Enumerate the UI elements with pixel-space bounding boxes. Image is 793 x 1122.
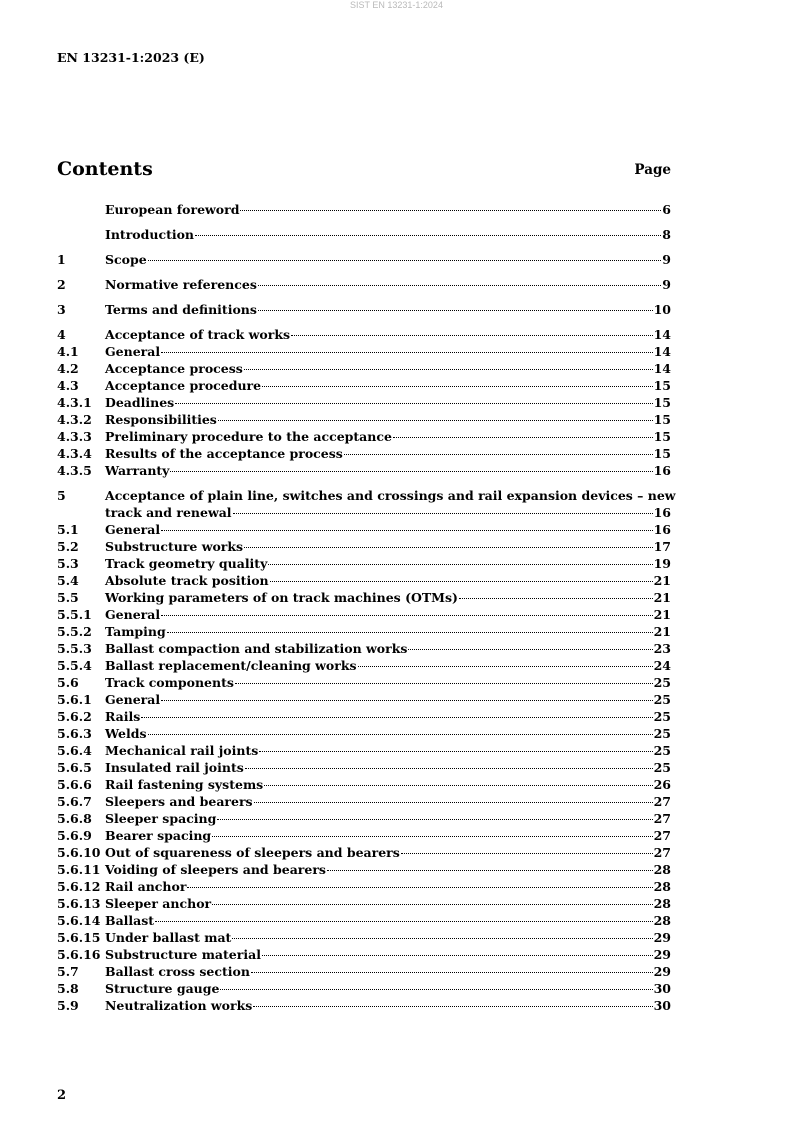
toc-entry-label: Rails bbox=[105, 709, 141, 724]
toc-entry[interactable] bbox=[57, 572, 671, 589]
toc-leader-dots bbox=[161, 700, 652, 701]
toc-entry-page: 25 bbox=[653, 692, 671, 707]
toc-entry[interactable] bbox=[57, 428, 671, 445]
toc-entry-number: 5.6.16 bbox=[57, 947, 101, 962]
toc-entry-label: Warranty bbox=[105, 463, 170, 478]
toc-leader-dots bbox=[212, 836, 652, 837]
toc-entry[interactable] bbox=[57, 487, 676, 504]
toc-entry-number: 5.6.7 bbox=[57, 794, 92, 809]
toc-entry-number: 1 bbox=[57, 252, 66, 267]
toc-entry[interactable] bbox=[57, 201, 671, 218]
toc-entry-page: 8 bbox=[662, 227, 671, 242]
toc-entry-label: Structure gauge bbox=[105, 981, 220, 996]
toc-entry-page: 14 bbox=[653, 344, 671, 359]
toc-entry-page: 15 bbox=[653, 395, 671, 410]
toc-leader-dots bbox=[220, 989, 652, 990]
toc-entry-label: Rail fastening systems bbox=[105, 777, 264, 792]
toc-entry-page: 30 bbox=[653, 981, 671, 996]
toc-entry-number: 5.6.2 bbox=[57, 709, 92, 724]
toc-entry-page: 15 bbox=[653, 429, 671, 444]
toc-leader-dots bbox=[268, 564, 652, 565]
toc-leader-dots bbox=[141, 717, 652, 718]
toc-leader-dots bbox=[358, 666, 653, 667]
toc-entry-label: Acceptance process bbox=[105, 361, 243, 376]
toc-leader-dots bbox=[161, 615, 652, 616]
toc-entry[interactable] bbox=[57, 980, 671, 997]
toc-entry[interactable] bbox=[57, 810, 671, 827]
toc-entry-continuation[interactable] bbox=[57, 504, 671, 521]
toc-entry-page: 10 bbox=[653, 302, 671, 317]
toc-leader-dots bbox=[212, 904, 652, 905]
toc-entry-label: General bbox=[105, 607, 161, 622]
toc-entry-number: 5.5.4 bbox=[57, 658, 92, 673]
toc-entry-number: 4.1 bbox=[57, 344, 79, 359]
toc-leader-dots bbox=[254, 802, 653, 803]
toc-entry[interactable] bbox=[57, 301, 671, 318]
toc-page-label: Page bbox=[634, 162, 671, 178]
toc-leader-dots bbox=[244, 547, 653, 548]
toc-entry-page: 28 bbox=[653, 862, 671, 877]
toc-entry-number: 3 bbox=[57, 302, 66, 317]
toc-leader-dots bbox=[408, 649, 652, 650]
toc-leader-dots bbox=[245, 768, 653, 769]
toc-entry-number: 5.5.2 bbox=[57, 624, 92, 639]
toc-leader-dots bbox=[344, 454, 653, 455]
toc-entry-page: 25 bbox=[653, 675, 671, 690]
toc-entry-label: General bbox=[105, 522, 161, 537]
toc-entry-label: European foreword bbox=[105, 202, 240, 217]
toc-entry[interactable] bbox=[57, 878, 671, 895]
toc-leader-dots bbox=[161, 352, 652, 353]
toc-entry-number: 4.2 bbox=[57, 361, 79, 376]
toc-entry-number: 4.3.5 bbox=[57, 463, 92, 478]
toc-entry-number: 5 bbox=[57, 488, 66, 503]
toc-entry-page: 19 bbox=[653, 556, 671, 571]
toc-entry-page: 29 bbox=[653, 930, 671, 945]
toc-entry-number: 5.6.10 bbox=[57, 845, 101, 860]
toc-entry[interactable] bbox=[57, 640, 671, 657]
toc-entry-label: Ballast bbox=[105, 913, 155, 928]
toc-entry-page: 29 bbox=[653, 964, 671, 979]
toc-entry[interactable] bbox=[57, 589, 671, 606]
toc-entry-number: 4.3.1 bbox=[57, 395, 92, 410]
toc-entry-number: 5.2 bbox=[57, 539, 79, 554]
toc-heading bbox=[57, 158, 671, 182]
toc-entry[interactable] bbox=[57, 793, 671, 810]
toc-entry[interactable] bbox=[57, 326, 671, 343]
toc-entry[interactable] bbox=[57, 844, 671, 861]
toc-entry-number: 5.6.6 bbox=[57, 777, 92, 792]
toc-entry-label: Rail anchor bbox=[105, 879, 187, 894]
toc-entry-label: Acceptance procedure bbox=[105, 378, 262, 393]
toc-entry-number: 5.8 bbox=[57, 981, 79, 996]
toc-entry-label: Introduction bbox=[105, 227, 195, 242]
toc-entry[interactable] bbox=[57, 251, 671, 268]
toc-entry-page: 27 bbox=[653, 811, 671, 826]
toc-leader-dots bbox=[155, 921, 653, 922]
toc-entry-number: 2 bbox=[57, 277, 66, 292]
toc-leader-dots bbox=[187, 887, 652, 888]
toc-entry-number: 4.3 bbox=[57, 378, 79, 393]
toc-entry[interactable] bbox=[57, 827, 671, 844]
toc-entry-page: 28 bbox=[653, 913, 671, 928]
toc-entry[interactable] bbox=[57, 725, 671, 742]
toc-entry-label: Acceptance of track works bbox=[105, 327, 291, 342]
toc-entry-page: 27 bbox=[653, 794, 671, 809]
toc-leader-dots bbox=[327, 870, 653, 871]
toc-entry-number: 4.3.3 bbox=[57, 429, 92, 444]
toc-entry-page: 9 bbox=[662, 252, 671, 267]
toc-entry-label: Track components bbox=[105, 675, 234, 690]
toc-leader-dots bbox=[217, 819, 652, 820]
toc-entry-label: Neutralization works bbox=[105, 998, 253, 1013]
toc-entry[interactable] bbox=[57, 623, 671, 640]
toc-entry-number: 5.1 bbox=[57, 522, 79, 537]
toc-leader-dots bbox=[175, 403, 652, 404]
toc-leader-dots bbox=[401, 853, 653, 854]
page-number: 2 bbox=[57, 1088, 67, 1103]
toc-entry[interactable] bbox=[57, 394, 671, 411]
toc-entry-label: Substructure works bbox=[105, 539, 244, 554]
toc-entry[interactable] bbox=[57, 411, 671, 428]
toc-leader-dots bbox=[195, 235, 661, 236]
toc-entry-page: 21 bbox=[653, 573, 671, 588]
toc-leader-dots bbox=[170, 471, 652, 472]
toc-entry-label: Track geometry quality bbox=[105, 556, 268, 571]
toc-entry-page: 16 bbox=[653, 505, 671, 520]
toc-entry[interactable] bbox=[57, 742, 671, 759]
toc-leader-dots bbox=[258, 310, 653, 311]
toc-leader-dots bbox=[148, 260, 662, 261]
toc-entry-page: 24 bbox=[653, 658, 671, 673]
toc-leader-dots bbox=[253, 1006, 652, 1007]
toc-leader-dots bbox=[258, 285, 661, 286]
toc-leader-dots bbox=[259, 751, 652, 752]
toc-entry-label: Scope bbox=[105, 252, 147, 267]
toc-entry[interactable] bbox=[57, 776, 671, 793]
toc-entry-page: 17 bbox=[653, 539, 671, 554]
toc-leader-dots bbox=[218, 420, 653, 421]
toc-entry[interactable] bbox=[57, 343, 671, 360]
toc-entry-number: 4 bbox=[57, 327, 66, 342]
toc-entry-number: 5.6.13 bbox=[57, 896, 101, 911]
toc-leader-dots bbox=[148, 734, 653, 735]
toc-entry[interactable] bbox=[57, 360, 671, 377]
toc-entry-label: Ballast compaction and stabilization works bbox=[105, 641, 408, 656]
toc-entry-number: 5.5 bbox=[57, 590, 79, 605]
toc-entry-page: 21 bbox=[653, 607, 671, 622]
toc-leader-dots bbox=[393, 437, 653, 438]
toc-entry-page: 15 bbox=[653, 412, 671, 427]
toc-entry-number: 5.6.5 bbox=[57, 760, 92, 775]
toc-leader-dots bbox=[240, 210, 661, 211]
toc-entry[interactable] bbox=[57, 861, 671, 878]
toc-entry[interactable] bbox=[57, 691, 671, 708]
toc-entry-page: 21 bbox=[653, 590, 671, 605]
toc-entry-page: 28 bbox=[653, 879, 671, 894]
toc-leader-dots bbox=[167, 632, 653, 633]
toc-entry-page: 30 bbox=[653, 998, 671, 1013]
toc-entry-number: 5.6.15 bbox=[57, 930, 101, 945]
toc-entry-number: 5.6.9 bbox=[57, 828, 92, 843]
toc-entry[interactable] bbox=[57, 895, 671, 912]
toc-entry-number: 5.6 bbox=[57, 675, 79, 690]
toc-title: Contents bbox=[57, 158, 153, 180]
toc-entry-label: Preliminary procedure to the acceptance bbox=[105, 429, 392, 444]
toc-entry-label: General bbox=[105, 344, 161, 359]
toc-entry-number: 5.4 bbox=[57, 573, 79, 588]
toc-entry-label: Tamping bbox=[105, 624, 166, 639]
toc-entry-page: 21 bbox=[653, 624, 671, 639]
toc-entry-label-continued: track and renewal bbox=[105, 505, 232, 520]
toc-entry-label: Acceptance of plain line, switches and crossings and rail expansion devices – new bbox=[105, 488, 676, 503]
toc-entry-page: 9 bbox=[662, 277, 671, 292]
toc-entry-label: Out of squareness of sleepers and bearers bbox=[105, 845, 400, 860]
toc-entry-number: 5.9 bbox=[57, 998, 79, 1013]
toc-entry[interactable] bbox=[57, 946, 671, 963]
toc-entry-label: Insulated rail joints bbox=[105, 760, 244, 775]
toc-leader-dots bbox=[251, 972, 653, 973]
toc-entry-page: 25 bbox=[653, 709, 671, 724]
toc-entry-label: Voiding of sleepers and bearers bbox=[105, 862, 326, 877]
toc-entry-number: 5.5.1 bbox=[57, 607, 92, 622]
toc-leader-dots bbox=[262, 955, 653, 956]
toc-entry-page: 26 bbox=[653, 777, 671, 792]
toc-entry-page: 14 bbox=[653, 361, 671, 376]
toc-leader-dots bbox=[262, 386, 653, 387]
toc-entry-label: Sleeper spacing bbox=[105, 811, 217, 826]
toc-leader-dots bbox=[161, 530, 652, 531]
toc-entry-label: Sleeper anchor bbox=[105, 896, 212, 911]
watermark: SIST EN 13231-1:2024 bbox=[350, 0, 443, 10]
toc-entry-label: Terms and definitions bbox=[105, 302, 257, 317]
toc-entry-label: Responsibilities bbox=[105, 412, 217, 427]
toc-entry-page: 25 bbox=[653, 760, 671, 775]
toc-entry-page: 15 bbox=[653, 378, 671, 393]
toc-entry-label: Mechanical rail joints bbox=[105, 743, 259, 758]
toc-entry[interactable] bbox=[57, 538, 671, 555]
toc-entry[interactable] bbox=[57, 963, 671, 980]
toc-entry-page: 16 bbox=[653, 463, 671, 478]
toc-entry-number: 4.3.2 bbox=[57, 412, 92, 427]
toc-entry-label: Deadlines bbox=[105, 395, 175, 410]
document-id: EN 13231-1:2023 (E) bbox=[57, 50, 205, 65]
toc-entry[interactable] bbox=[57, 929, 671, 946]
toc-entry-label: Sleepers and bearers bbox=[105, 794, 253, 809]
toc-leader-dots bbox=[291, 335, 653, 336]
toc-entry-label: Substructure material bbox=[105, 947, 261, 962]
toc-entry-label: Absolute track position bbox=[105, 573, 269, 588]
toc-entry-page: 16 bbox=[653, 522, 671, 537]
toc-entry[interactable] bbox=[57, 657, 671, 674]
toc-entry-page: 14 bbox=[653, 327, 671, 342]
toc-entry-page: 28 bbox=[653, 896, 671, 911]
toc-entry-page: 25 bbox=[653, 743, 671, 758]
toc-entry-number: 5.6.3 bbox=[57, 726, 92, 741]
toc-entry-label: Under ballast mat bbox=[105, 930, 232, 945]
toc-entry-label: Results of the acceptance process bbox=[105, 446, 343, 461]
toc-entry[interactable] bbox=[57, 555, 671, 572]
toc-entry-number: 4.3.4 bbox=[57, 446, 92, 461]
toc-leader-dots bbox=[235, 683, 653, 684]
toc-entry[interactable] bbox=[57, 997, 671, 1014]
toc-entry[interactable] bbox=[57, 377, 671, 394]
toc-entry-number: 5.6.4 bbox=[57, 743, 92, 758]
toc-entry-label: Ballast replacement/cleaning works bbox=[105, 658, 357, 673]
toc-entry-page: 29 bbox=[653, 947, 671, 962]
toc-entry-page: 25 bbox=[653, 726, 671, 741]
toc-entry-page: 6 bbox=[662, 202, 671, 217]
toc-entry-number: 5.7 bbox=[57, 964, 79, 979]
toc-entry-number: 5.6.14 bbox=[57, 913, 101, 928]
toc-entry-page: 15 bbox=[653, 446, 671, 461]
toc-entry-number: 5.6.8 bbox=[57, 811, 92, 826]
toc-leader-dots bbox=[232, 938, 652, 939]
toc-entry-number: 5.6.11 bbox=[57, 862, 101, 877]
toc-entry-number: 5.6.1 bbox=[57, 692, 92, 707]
toc-leader-dots bbox=[459, 598, 653, 599]
toc-entry-number: 5.5.3 bbox=[57, 641, 92, 656]
toc-entry[interactable] bbox=[57, 462, 671, 479]
toc-leader-dots bbox=[233, 513, 653, 514]
toc-entry-number: 5.3 bbox=[57, 556, 79, 571]
toc-entry[interactable] bbox=[57, 226, 671, 243]
toc-entry-label: General bbox=[105, 692, 161, 707]
toc-entry-label: Normative references bbox=[105, 277, 257, 292]
toc-leader-dots bbox=[244, 369, 653, 370]
toc-leader-dots bbox=[264, 785, 652, 786]
toc-entry[interactable] bbox=[57, 445, 671, 462]
toc-entry[interactable] bbox=[57, 521, 671, 538]
toc-entry[interactable] bbox=[57, 912, 671, 929]
toc-entry[interactable] bbox=[57, 759, 671, 776]
toc-entry-label: Ballast cross section bbox=[105, 964, 250, 979]
toc-entry[interactable] bbox=[57, 708, 671, 725]
toc-leader-dots bbox=[270, 581, 653, 582]
toc-entry-label: Bearer spacing bbox=[105, 828, 212, 843]
toc-entry-page: 27 bbox=[653, 845, 671, 860]
toc-entry-page: 27 bbox=[653, 828, 671, 843]
toc-entry-number: 5.6.12 bbox=[57, 879, 101, 894]
toc-entry[interactable] bbox=[57, 276, 671, 293]
table-of-contents bbox=[57, 201, 676, 1014]
toc-entry-page: 23 bbox=[653, 641, 671, 656]
toc-entry[interactable] bbox=[57, 606, 671, 623]
toc-entry-label: Welds bbox=[105, 726, 147, 741]
toc-entry-label: Working parameters of on track machines (OTMs) bbox=[105, 590, 458, 605]
toc-entry[interactable] bbox=[57, 674, 671, 691]
